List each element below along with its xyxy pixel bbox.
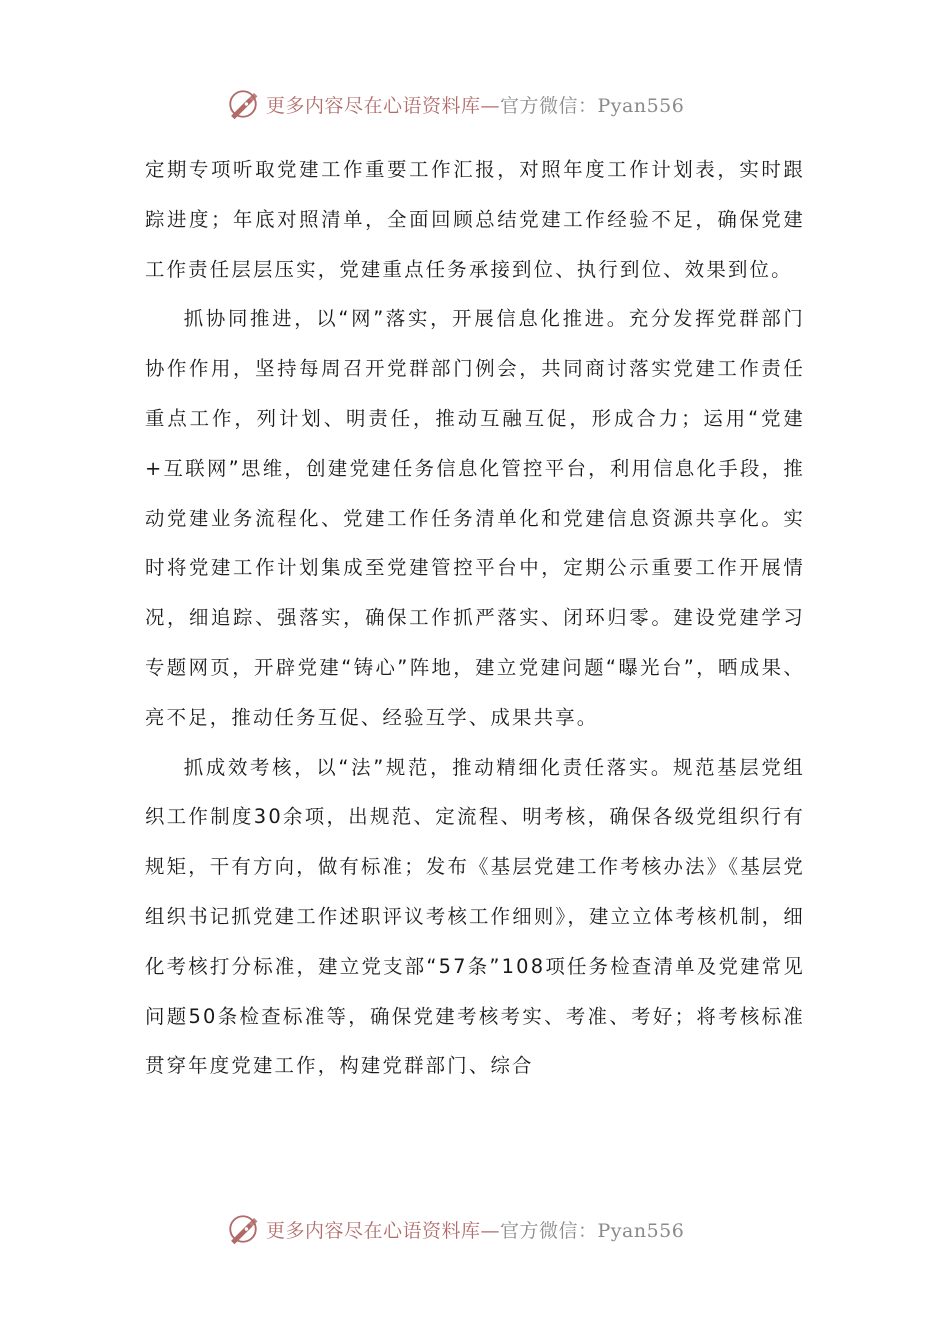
paragraph-3: 抓成效考核，以“法”规范，推动精细化责任落实。规范基层党组织工作制度30余项，出规范、定流程、明考核，确保各级党组织行有规矩，干有方向，做有标准；发布《基层党建工作考核办法》《基层党组织书记抓党建工作述职评议考核工作细则》，建立立体考核机制，细化考核打分标准，建立党支部“57条”108项任务检查清单及党建常见问题50条检查标准等，确保党建考核考实、考准、考好；将考核标准贯穿年度党建工作，构建党群部门、综合 (145, 755, 805, 1078)
header-banner (226, 84, 746, 124)
header-banner-main: 更多内容尽在心语资料库— (266, 94, 501, 117)
pen-nib-logo-icon (226, 87, 260, 121)
header-banner-wechat: 官方微信：Pyan556 (500, 94, 685, 117)
footer-banner-wechat: 官方微信：Pyan556 (500, 1219, 685, 1242)
document-body (145, 145, 805, 1091)
footer-banner (226, 1209, 746, 1249)
paragraph-2: 抓协同推进，以“网”落实，开展信息化推进。充分发挥党群部门协作作用，坚持每周召开党群部门例会，共同商讨落实党建工作责任重点工作，列计划、明责任，推动互融互促，形成合力；运用“党建+互联网”思维，创建党建任务信息化管控平台，利用信息化手段，推动党建业务流程化、党建工作任务清单化和党建信息资源共享化。实时将党建工作计划集成至党建管控平台中，定期公示重要工作开展情况，细追踪、强落实，确保工作抓严落实、闭环归零。建设党建学习专题网页，开辟党建“铸心”阵地，建立党建问题“曝光台”，晒成果、亮不足，推动任务互促、经验互学、成果共享。 (145, 307, 805, 729)
header-banner-text (266, 91, 684, 118)
footer-banner-text (266, 1216, 684, 1243)
footer-banner-main: 更多内容尽在心语资料库— (266, 1219, 501, 1242)
pen-nib-logo-icon (226, 1212, 260, 1246)
paragraph-1: 定期专项听取党建工作重要工作汇报，对照年度工作计划表，实时跟踪进度；年底对照清单，全面回顾总结党建工作经验不足，确保党建工作责任层层压实，党建重点任务承接到位、执行到位、效果到位。 (145, 158, 805, 281)
